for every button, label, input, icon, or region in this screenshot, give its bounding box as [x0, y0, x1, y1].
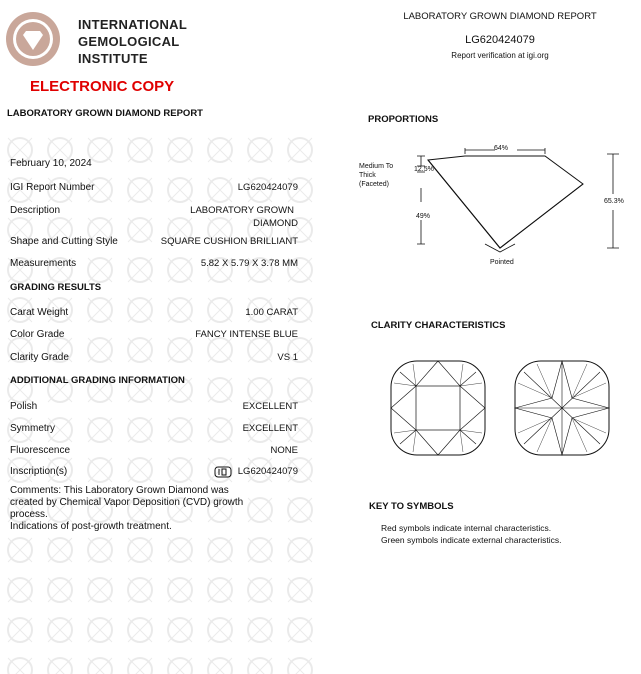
comments-line-2: created by Chemical Vapor Deposition (CVD) growth	[10, 497, 244, 508]
inscription-label: Inscription(s)	[10, 466, 68, 477]
girdle-line-1: Medium To	[359, 163, 394, 170]
left-report-title: LABORATORY GROWN DIAMOND REPORT	[7, 108, 203, 119]
verification-text: Report verification at igi.org	[451, 51, 549, 60]
description-value-line1: LABORATORY GROWN	[190, 205, 294, 216]
color-value: FANCY INTENSE BLUE	[195, 329, 298, 340]
girdle-line-3: (Faceted)	[359, 181, 389, 188]
institute-line-3: INSTITUTE	[78, 51, 148, 66]
shape-value: SQUARE CUSHION BRILLIANT	[160, 236, 298, 247]
key-to-symbols-title: KEY TO SYMBOLS	[369, 501, 454, 512]
depth-percent: 65.3%	[604, 198, 624, 205]
pavilion-percent: 49%	[416, 213, 431, 220]
crown-percent: 12.5%	[414, 166, 434, 173]
proportions-title: PROPORTIONS	[368, 114, 439, 125]
report-number-header: LG620424079	[465, 34, 535, 46]
proportions-diagram	[355, 140, 635, 275]
symmetry-label: Symmetry	[10, 423, 55, 434]
fluorescence-label: Fluorescence	[10, 445, 71, 456]
measurements-label: Measurements	[10, 258, 77, 269]
clarity-characteristics-title: CLARITY CHARACTERISTICS	[371, 320, 506, 331]
color-label: Color Grade	[10, 329, 65, 340]
description-label: Description	[10, 205, 61, 216]
table-percent: 64%	[494, 145, 509, 152]
girdle-line-2: Thick	[359, 172, 376, 179]
description-value-line2: DIAMOND	[253, 218, 298, 229]
inscription-value: LG620424079	[237, 466, 298, 477]
polish-value: EXCELLENT	[242, 401, 298, 412]
carat-label: Carat Weight	[10, 307, 69, 318]
comments-line-3: process.	[10, 509, 48, 520]
report-date: February 10, 2024	[10, 158, 92, 169]
clarity-plot-pavilion-view	[512, 358, 612, 458]
measurements-value: 5.82 X 5.79 X 3.78 MM	[200, 258, 298, 269]
right-report-title: LABORATORY GROWN DIAMOND REPORT	[403, 11, 597, 22]
additional-info-title: ADDITIONAL GRADING INFORMATION	[10, 375, 185, 386]
polish-label: Polish	[10, 401, 38, 412]
report-number-label: IGI Report Number	[10, 182, 95, 193]
culet-label: Pointed	[490, 259, 514, 266]
carat-value: 1.00 CARAT	[245, 307, 298, 318]
igi-seal-logo	[4, 10, 62, 68]
igi-inscription-icon	[214, 466, 232, 478]
electronic-copy-label: ELECTRONIC COPY	[30, 78, 175, 95]
comments-line-1: Comments: This Laboratory Grown Diamond was	[10, 485, 229, 496]
symmetry-value: EXCELLENT	[242, 423, 298, 434]
clarity-plot-crown-view	[388, 358, 488, 458]
clarity-label: Clarity Grade	[10, 352, 69, 363]
comments-block	[10, 485, 310, 533]
institute-line-1: INTERNATIONAL	[78, 17, 188, 32]
fluorescence-value: NONE	[270, 445, 298, 456]
shape-label: Shape and Cutting Style	[10, 236, 118, 247]
girdle-description	[359, 162, 393, 189]
grading-results-title: GRADING RESULTS	[10, 282, 102, 293]
institute-name	[78, 16, 187, 67]
key-red-symbols: Red symbols indicate internal characteristics.	[381, 523, 552, 533]
report-number-value: LG620424079	[237, 182, 298, 193]
comments-line-4: Indications of post-growth treatment.	[10, 521, 172, 532]
key-green-symbols: Green symbols indicate external characteristics.	[381, 535, 562, 545]
clarity-value: VS 1	[277, 352, 298, 363]
institute-line-2: GEMOLOGICAL	[78, 34, 180, 49]
